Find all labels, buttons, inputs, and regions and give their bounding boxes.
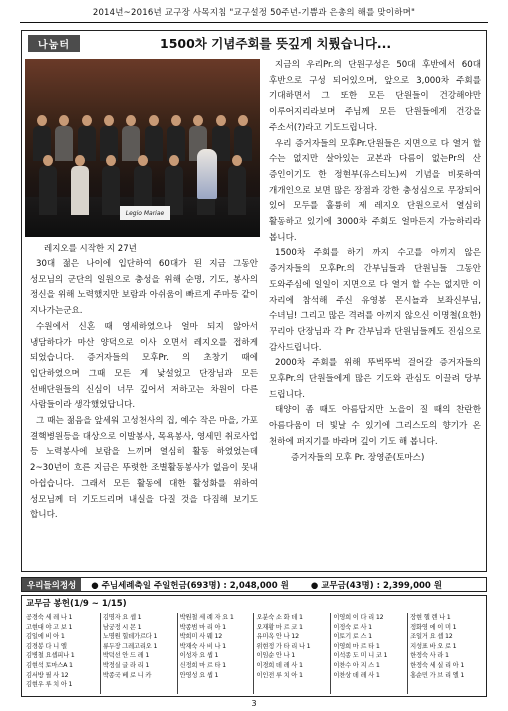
- feature-section: [21, 30, 487, 572]
- photo-person: [102, 155, 120, 215]
- roster-entry: 박종범 마 리 아 1: [179, 623, 226, 631]
- offerings-strip: [21, 577, 487, 592]
- roster-entry: 신정희 마 르 타 1: [179, 661, 226, 669]
- roster-entry: 김경봉 다 니 엘: [26, 642, 67, 650]
- legio-banner: Legio Mariae: [120, 206, 170, 220]
- article-paragraph: 2000차 주회를 위해 뚜벅뚜벅 걸어갈 증거자들의 모후Pr.의 단원들에게 많은 기도와 관심도 이끌려 당부 드립니다.: [269, 358, 481, 400]
- roster-entry: 이찬상 데 레 사 1: [333, 671, 380, 679]
- roster-entry: 이찬수 아 지 스 1: [333, 661, 380, 669]
- roster-entry: 김병철 요셉피나 1: [26, 652, 75, 660]
- roster-entry: 한정숙 세 실 리 아 1: [410, 661, 465, 669]
- offerings-tag: 우리들의정성: [22, 578, 81, 591]
- photo-person: [228, 155, 246, 215]
- roster-column: [407, 613, 484, 694]
- article-paragraph: 1500차 주회를 하기 까지 수고를 아끼지 않은 증거자들의 모후Pr.의 간부님들과 단원님들 그동안 도와주심에 일일이 지면으로 다 열거 할 수는 없지만 이 자리에 참석해 주신 유영봉 몬시뇰과 보좌신부님, 수녀님! 그리고 많은 격려를 아끼지 않으신 이명철(요한) 꾸리아 단장님과 각 Pr 간부님과 단원님들께도 진심으로 감사드립니다.: [269, 248, 481, 353]
- roster-entry: 공경숙 세 레 나 1: [26, 614, 73, 621]
- roster-entry: 김명자 요 셉 1: [102, 614, 142, 621]
- roster-entry: 지성표 바 오 로 1: [410, 642, 457, 650]
- roster-entry: 류두장 그레고리오 1: [102, 642, 158, 650]
- page-header: 2014년~2016년 교구장 사목지침 "교구설정 50주년-기쁨과 은총의 해를 맞이하며": [92, 8, 416, 18]
- roster-entry: 이영희 마 르 타 1: [333, 642, 380, 650]
- article-paragraph: 수원에서 신혼 때 영세하였으나 얼마 되지 않아서 냉담하다가 마산 양덕으로 이사 오면서 레지오를 접하게 되었습니다. 증거자들의 모후Pr. 의 초창기 때에 입단하였으며 그때 모든 게 낯설었고 단장님과 모든 선배단원들의 신심이 너무 깊어서 저하고는 차원이 다른 사람들이라 생각했었답니다.: [30, 321, 258, 411]
- tithe-roster: [21, 595, 487, 697]
- roster-entry: 이영희 이 다 리 12: [333, 614, 384, 621]
- roster-entry: 오재황 마 르 코 1: [256, 623, 303, 631]
- roster-entry: 조일거 요 셉 12: [410, 633, 453, 641]
- roster-entry: 김서방 필 사 12: [26, 671, 69, 679]
- article-paragraph: 지금의 우리Pr.의 단원구성은 50대 후반에서 60대 후반으로 구성 되어있으며, 앞으로 3,000차 주회를 기대하면서 그 또한 모든 단원들이 건강해야만 이루어지리라보며 주님께 모든 단원들에게 건강을 주소서(?)라고 기도드립니다.: [269, 60, 481, 133]
- roster-entry: 오분숙 소 화 데 1: [256, 614, 303, 621]
- roster-entry: 김현우 루 치 아 1: [26, 681, 73, 689]
- roster-entry: 위현정 가 타 리 나 1: [256, 642, 311, 650]
- roster-title: 교무금 봉헌(1/9 ~ 1/15): [26, 599, 127, 609]
- header-rule: [20, 22, 488, 23]
- roster-entry: 남궁정 시 몬 1: [102, 623, 142, 631]
- roster-entry: 안영성 요 셉 1: [179, 671, 219, 679]
- roster-column: [253, 613, 330, 694]
- roster-entry: 박재숙 사 비 나 1: [179, 642, 226, 650]
- group-photo: [25, 59, 260, 237]
- roster-entry: 이정숙 로 사 1: [333, 623, 372, 631]
- roster-entry: 박희미 사 뭬 12: [179, 633, 223, 641]
- page-number: 3: [251, 699, 257, 708]
- article-left-column: [30, 257, 258, 524]
- article-title: 1500차 기념주회를 뜻깊게 치뤘습니다...: [160, 36, 392, 51]
- roster-entry: 박종국 베 로 니 카: [102, 671, 152, 679]
- roster-entry: 이석종 도 미 니 코 1: [333, 652, 388, 660]
- section-tag: 나눔터: [28, 35, 80, 52]
- roster-entry: 이경희 데 레 사 1: [256, 661, 303, 669]
- roster-entry: 이성자 요 셉 1: [179, 652, 219, 660]
- photo-person: [71, 155, 89, 215]
- article-paragraph: 태양이 좀 때도 아름답지만 노을이 질 때의 찬란한 아름다움이 더 빛날 수 있기에 그리스도의 향기가 온 천하에 퍼지기를 바라며 깊이 기도 해 봅니다.: [269, 405, 481, 447]
- roster-entry: 김현석 토마스A 1: [26, 661, 73, 669]
- roster-entry: 유미옥 안 나 12: [256, 633, 299, 641]
- roster-entry: 한정숙 사 라 1: [410, 652, 449, 660]
- photo-person: [39, 155, 57, 215]
- roster-entry: 박덕선 안 드 레 1: [102, 652, 150, 660]
- roster-entry: 고현대 야 고 보 1: [26, 623, 73, 631]
- roster-entry: 이임순 안 나 1: [256, 652, 296, 660]
- article-paragraph: 우리 증거자들의 모후Pr.단원들은 지면으로 다 열거 할 수는 없지만 살아있는 교본과 다름이 없는Pr의 산 증인이기도 한 정현부(유스티노)씨 기념을 비롯하여 개개인으로 보면 많은 장점과 강한 충성심으로 무장되어 있어 모두를 훌륭히 제 레지오 단원으로서 열심히 활동하고 있기에 3000차 주회도 얼마든지 가능하리라 봅니다.: [269, 138, 481, 243]
- roster-column: [177, 613, 254, 694]
- sunday-offering: ● 주님세례축일 주일헌금(693명) : 2,048,000 원: [91, 580, 289, 591]
- roster-entry: 장현 헬 렌 나 1: [410, 614, 451, 621]
- roster-entry: 김일에 비 아 1: [26, 633, 65, 641]
- roster-entry: 박원철 세 례 자 요 1: [179, 614, 234, 621]
- roster-entry: 홍순민 가 브 리 엘 1: [410, 671, 465, 679]
- roster-entry: 정화영 에 이 미 1: [410, 623, 457, 631]
- tithe-offering: ● 교무금(43명) : 2,399,000 원: [310, 580, 442, 591]
- roster-entry: 이토기 로 스 1: [333, 633, 372, 641]
- roster-grid: [24, 613, 484, 694]
- photo-caption: 레지오를 시작한 지 27년: [44, 244, 137, 254]
- roster-column: [330, 613, 407, 694]
- roster-entry: 이인전 루 치 아 1: [256, 671, 303, 679]
- roster-entry: 노명원 힐데가르다 1: [102, 633, 158, 641]
- roster-entry: 박정실 글 라 리 1: [102, 661, 150, 669]
- roster-column: [100, 613, 177, 694]
- article-right-column: [269, 58, 481, 466]
- roster-column: [24, 613, 100, 694]
- article-signature: 증거자들의 모후 Pr. 장영준(토마스): [291, 452, 425, 463]
- article-paragraph: 30대 젊은 나이에 입단하여 60대가 된 지금 그동안 성모님의 군단의 일원으로 충성을 위해 순명, 기도, 봉사의 정신을 위해 노력했지만 보람과 아쉬움이 빠르게 주마등 같이 지나가는군요.: [30, 259, 258, 317]
- article-paragraph: 그 때는 젊음을 앞세워 고성천사의 집, 예수 작은 마을, 가포 결핵병원등을 대상으로 이발봉사, 목욕봉사, 영세민 취로사업 등 노력봉사에 보람을 느끼며 열심히 활동 하였었는데 2~30년이 흐른 지금은 뚜렷한 조별활동봉사가 없음이 못내 아쉽습니다. 그래서 모든 활동에 대한 활성화를 위하여 성모님께 더 기도드리며 내실을 다질 것을 다짐해 보기도 합니다.: [30, 416, 258, 521]
- mary-statue: [197, 149, 217, 199]
